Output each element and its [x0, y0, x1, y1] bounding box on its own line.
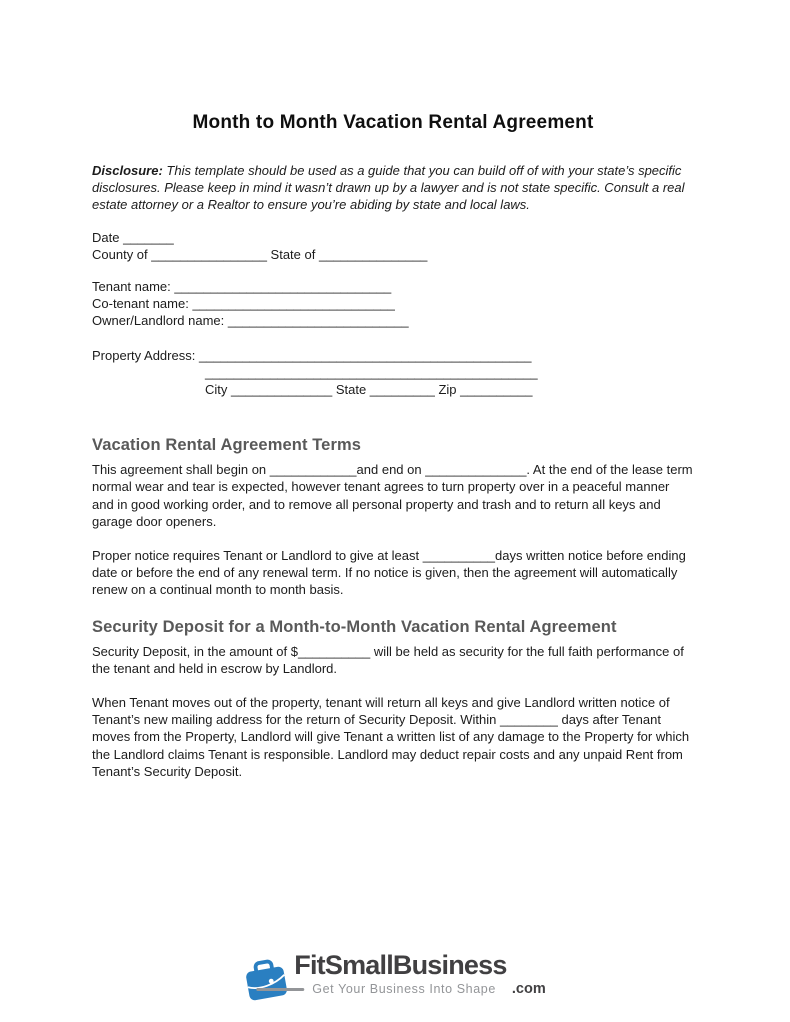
security-deposit-section-heading: Security Deposit for a Month-to-Month Vacation Rental Agreement — [92, 617, 617, 636]
logo-tagline: Get Your Business Into Shape — [312, 982, 496, 997]
disclosure-text: This template should be used as a guide that you can build off of with your state’s specific disclosures. Please keep in mind it wasn’t drawn up by a lawyer and is not state specific. Consult a real estate attorney or a Realtor to ensure you’re abiding by state and local laws. — [92, 163, 685, 213]
logo-brand: FitSmallBusiness — [294, 950, 507, 980]
header-fields-block — [92, 229, 694, 263]
party-fields-block — [92, 278, 694, 330]
terms-section-heading: Vacation Rental Agreement Terms — [92, 436, 362, 455]
city-state-zip-line: City ______________ State _________ Zip __________ — [205, 382, 533, 398]
terms-paragraph-1: This agreement shall begin on ____________and end on ______________. At the end of the lease term normal wear and tear is expected, however tenant agrees to turn property over in a peaceful manner and in good working order, and to remove all personal property and trash and to return all keys and garage door openers. — [92, 462, 693, 529]
briefcase-icon — [244, 954, 288, 1009]
cotenant-name-line: Co-tenant name: ____________________________ — [92, 296, 395, 312]
disclosure-paragraph — [92, 162, 694, 214]
security-paragraph-1: Security Deposit, in the amount of $__________ will be held as security for the full faith performance of the tenant and held in escrow by Landlord. — [92, 643, 684, 676]
security-paragraph-2: When Tenant moves out of the property, tenant will return all keys and give Landlord written notice of Tenant’s new mailing address for the return of Security Deposit. Within ________ days after Tenant moves from the Property, Landlord will give Tenant a written list of any damage to the Property for which the Landlord claims Tenant is responsible. Landlord may deduct repair costs and any unpaid Rent from Tenant’s Security Deposit. — [92, 695, 690, 779]
logo-tld: .com — [511, 981, 546, 997]
tenant-name-line: Tenant name: ______________________________ — [92, 279, 392, 295]
county-state-line: County of ________________ State of _______________ — [92, 246, 428, 262]
page-title: Month to Month Vacation Rental Agreement — [192, 112, 594, 133]
property-address-line-2: ______________________________________________ — [205, 364, 538, 380]
logo-text-block — [294, 952, 545, 997]
terms-paragraph-2: Proper notice requires Tenant or Landlord to give at least __________days written notice before ending date or before the end of any renewal term. If no notice is given, then the agreement will automatically renew on a continual month to month basis. — [92, 548, 686, 598]
document-content — [92, 0, 694, 780]
property-address-line: Property Address: ______________________________________________ — [92, 347, 532, 363]
logo-tagline-row — [294, 982, 545, 997]
property-fields-block — [92, 347, 694, 399]
logo-rule — [256, 988, 304, 991]
date-line: Date _______ — [92, 229, 174, 245]
owner-landlord-name-line: Owner/Landlord name: _________________________ — [92, 313, 409, 329]
fitsmallbusiness-logo — [244, 952, 545, 1009]
disclosure-label: Disclosure: — [92, 163, 163, 178]
